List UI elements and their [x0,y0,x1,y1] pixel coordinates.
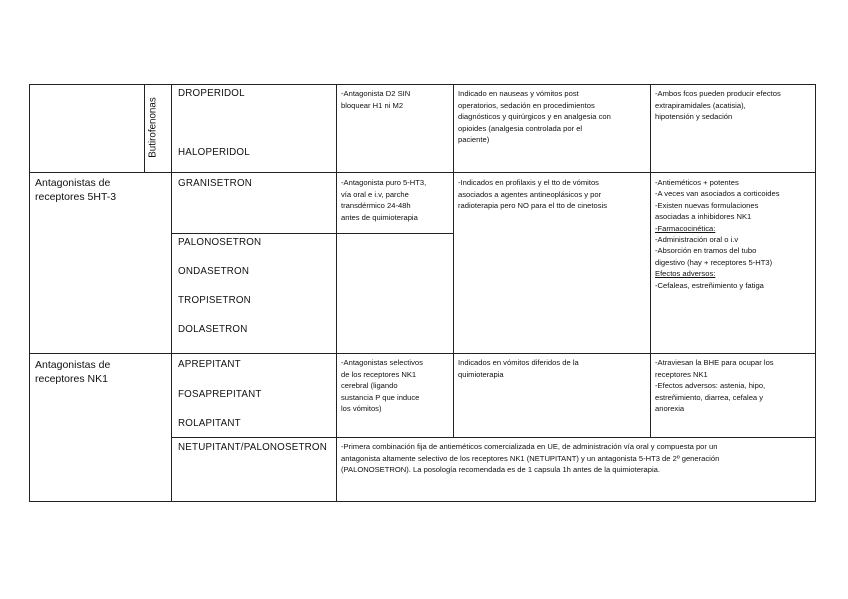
notes-text: -Antieméticos + potentes -A veces van asociados a corticoides -Existen nuevas formulaciones asociadas a inhibidores NK1 -Farmacocinética: -Administración oral o i.v -Absorción en tramos del tubo digestivo (hay + receptores 5-HT3) Efectos adversos: -Cefaleas, estreñimiento y fatiga [655,178,780,290]
drug-name: FOSAPREPITANT [178,389,262,400]
table-border-top [29,84,816,85]
group-label: Antagonistas de receptores 5HT-3 [35,177,117,203]
drug-name: ROLAPITANT [178,418,241,429]
drug-name: APREPITANT [178,359,241,370]
indications-text: -Indicados en profilaxis y el tto de vómitos asociados a agentes antineoplásicos y por radioterapia pero NO para el tto de cinetosis [458,178,608,211]
mechanism-text: -Antagonista puro 5-HT3, vía oral e i.v, parche transdérmico 24-48h antes de quimioterapia [341,178,427,222]
table-border-left [29,84,30,502]
drug-name: DROPERIDOL [178,88,245,99]
indications-col-left [453,84,454,438]
drug-name: HALOPERIDOL [178,147,250,158]
mechanism-col-left [336,84,337,502]
subgroup-label: Butirofenonas [147,97,159,158]
subgroup-col-left [144,84,145,172]
drug-name: GRANISETRON [178,178,253,189]
drug-name: PALONOSETRON [178,237,262,248]
drug-name: NETUPITANT/PALONOSETRON [178,442,328,453]
mechanism-text: -Antagonista D2 SIN bloquear H1 ni M2 [341,89,411,110]
notes-text: -Atraviesan la BHE para ocupar los receptores NK1 -Efectos adversos: astenia, hipo, estreñimiento, diarrea, cefalea y anorexia [655,358,774,414]
combined-note-text: -Primera combinación fija de antieméticos comercializada en UE, de administración vía oral y compuesta por un antagonista altamente selectivo de los receptores NK1 (NETUPITANT) y un antagonista 5-HT3 de 2º generación (PALONOSETRON). La posología recomendada es de 1 capsula 1h antes de la quimioterapia. [341,442,720,475]
row-divider-2 [29,353,816,354]
row-divider-3 [171,437,816,438]
row-divider-5ht3-inner [171,233,453,234]
drug-name: DOLASETRON [178,324,248,335]
indications-text: Indicado en nauseas y vómitos post operatorios, sedación en procedimientos diagnósticos y quirúrgicos y en analgesia con opioides (analgesia controlada por el paciente) [458,89,611,145]
drug-name: ONDASETRON [178,266,250,277]
drug-col-left [171,84,172,502]
table-border-right [815,84,816,502]
row-divider-1 [29,172,816,173]
group-label: Antagonistas de receptores NK1 [35,359,111,385]
drug-name: TROPISETRON [178,295,251,306]
notes-col-left [650,84,651,438]
notes-text: -Ambos fcos pueden producir efectos extrapiramidales (acatisia), hipotensión y sedación [655,89,781,122]
table-border-bottom [29,501,816,502]
mechanism-text: -Antagonistas selectivos de los receptores NK1 cerebral (ligando sustancia P que induce los vómitos) [341,358,423,414]
indications-text: Indicados en vómitos diferidos de la quimioterapia [458,358,579,379]
